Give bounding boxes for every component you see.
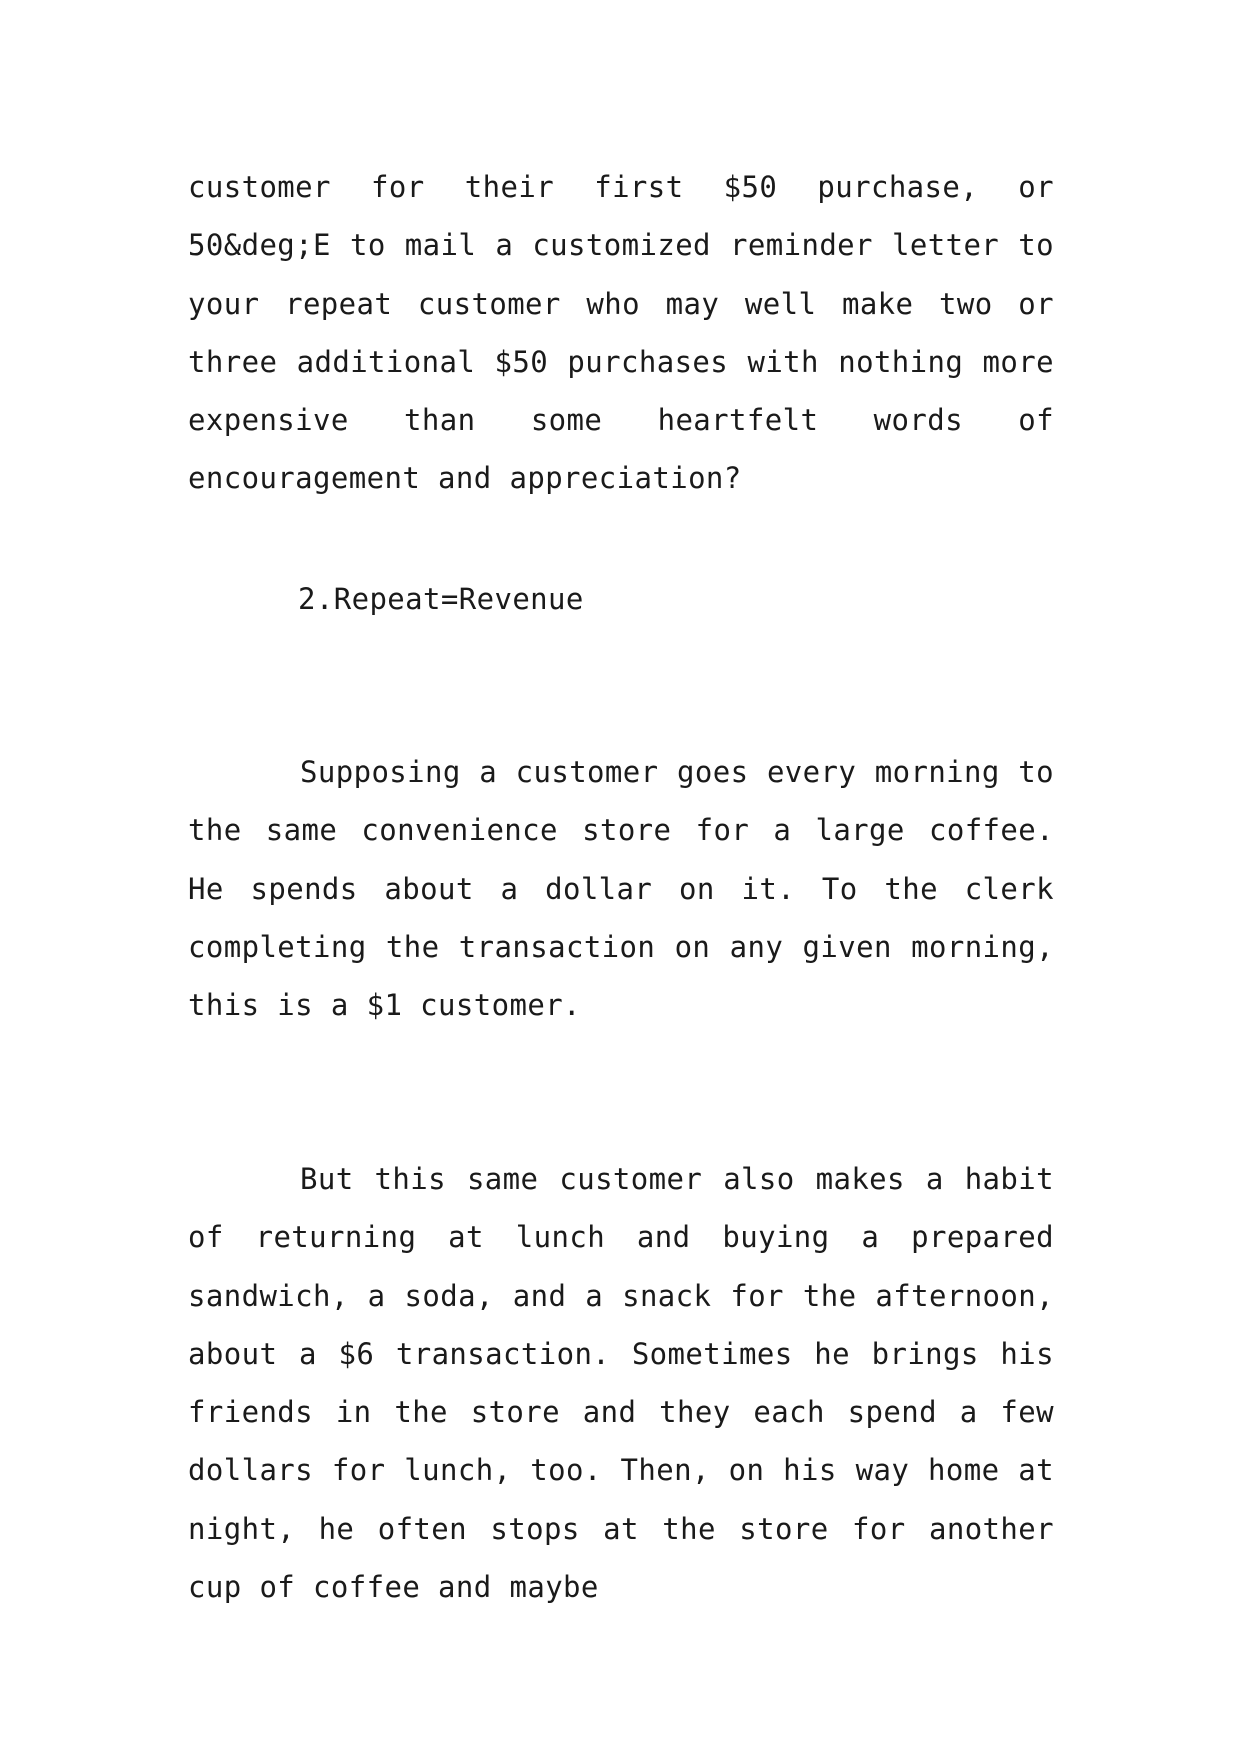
paragraph-continuation: customer for their first $50 purchase, or 50&deg;E to mail a customized reminder letter to your repeat customer who may well make two or three additional $50 purchases with nothing more expensive than some heartfelt words of encouragement and appreciation? xyxy=(188,170,1054,496)
paragraph-coffee-customer: Supposing a customer goes every morning to the same convenience store for a large coffee. He spends about a dollar on it. To the clerk completing the transaction on any given morning, this is a $1 customer. xyxy=(188,755,1054,1023)
section-heading: 2.Repeat=Revenue xyxy=(298,582,584,616)
paragraph-repeat-visits: But this same customer also makes a habit of returning at lunch and buying a prepared sandwich, a soda, and a snack for the afternoon, about a $6 transaction. Sometimes he brings his friends in the store and they each spend a few dollars for lunch, too. Then, on his way home at night, he often stops at the store for another cup of coffee and maybe xyxy=(188,1162,1054,1605)
